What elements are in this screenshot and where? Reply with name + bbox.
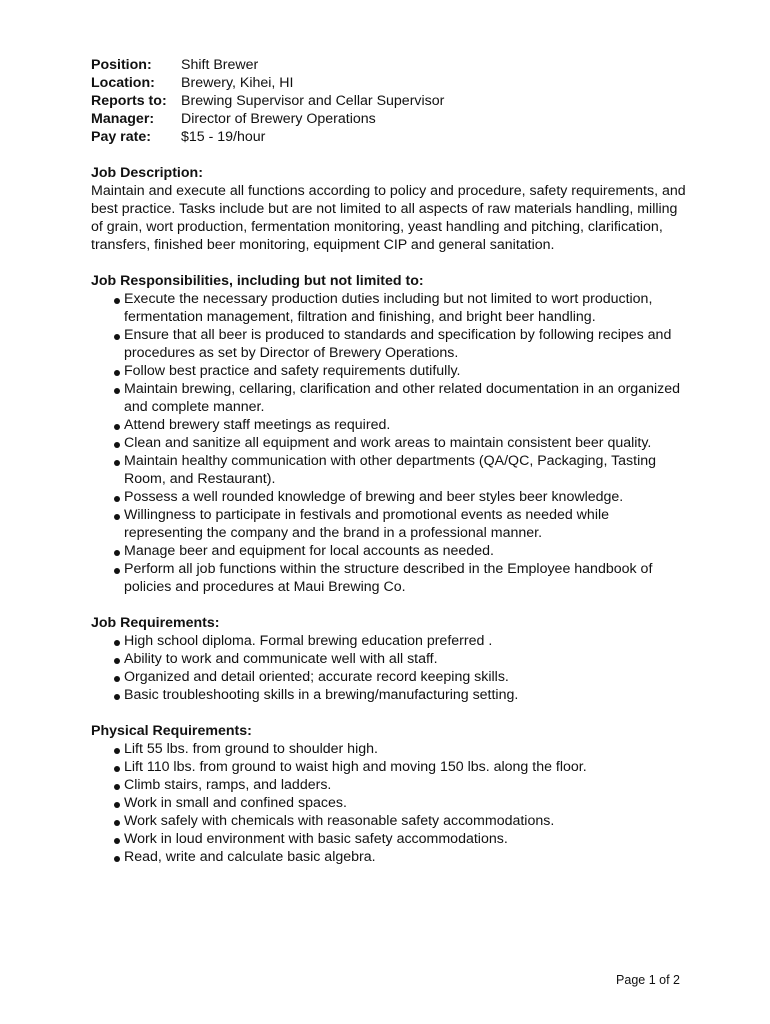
- bullet-icon: [114, 298, 120, 304]
- bullet-icon: [114, 424, 120, 430]
- job-description-heading: Job Description:: [91, 165, 203, 181]
- list-item-text: High school diploma. Formal brewing education preferred .: [124, 633, 493, 649]
- list-item-text: Lift 110 lbs. from ground to waist high and moving 150 lbs. along the floor.: [124, 759, 587, 775]
- list-item-text: Maintain healthy communication with other departments (QA/QC, Packaging, Tasting Room, and Restaurant).: [124, 453, 657, 487]
- list-item: [124, 668, 691, 686]
- list-item: [124, 290, 691, 326]
- list-item-text: Basic troubleshooting skills in a brewing/manufacturing setting.: [124, 687, 519, 703]
- info-value: Brewery, Kihei, HI: [181, 75, 294, 91]
- list-item: [124, 794, 691, 812]
- list-item-text: Possess a well rounded knowledge of brewing and beer styles beer knowledge.: [124, 489, 624, 505]
- physical-requirements-list: [91, 740, 691, 866]
- list-item: [124, 380, 691, 416]
- list-item-text: Lift 55 lbs. from ground to shoulder high.: [124, 741, 378, 757]
- info-row: [91, 74, 444, 92]
- list-item-text: Organized and detail oriented; accurate record keeping skills.: [124, 669, 509, 685]
- bullet-icon: [114, 370, 120, 376]
- bullet-icon: [114, 784, 120, 790]
- info-row: [91, 92, 444, 110]
- list-item-text: Climb stairs, ramps, and ladders.: [124, 777, 332, 793]
- list-item-text: Follow best practice and safety requirements dutifully.: [124, 363, 461, 379]
- list-item-text: Attend brewery staff meetings as required.: [124, 417, 391, 433]
- list-item-text: Ensure that all beer is produced to standards and specification by following recipes and procedures as set by Director of Brewery Operations.: [124, 327, 672, 361]
- responsibilities-section: [91, 272, 691, 596]
- bullet-icon: [114, 748, 120, 754]
- list-item-text: Work in small and confined spaces.: [124, 795, 347, 811]
- list-item-text: Ability to work and communicate well with all staff.: [124, 651, 438, 667]
- list-item: [124, 848, 691, 866]
- bullet-icon: [114, 388, 120, 394]
- bullet-icon: [114, 802, 120, 808]
- info-value: Brewing Supervisor and Cellar Supervisor: [181, 93, 445, 109]
- info-row: [91, 110, 444, 128]
- bullet-icon: [114, 550, 120, 556]
- list-item: [124, 632, 691, 650]
- list-item: [124, 416, 691, 434]
- list-item: [124, 560, 691, 596]
- info-value: Shift Brewer: [181, 57, 259, 73]
- physical-requirements-section: [91, 722, 691, 866]
- list-item: [124, 434, 691, 452]
- list-item: [124, 362, 691, 380]
- physical-requirements-heading: Physical Requirements:: [91, 723, 252, 739]
- info-label: Manager:: [91, 111, 155, 127]
- list-item-text: Maintain brewing, cellaring, clarification and other related documentation in an organized and complete manner.: [124, 381, 681, 415]
- document-page: [91, 56, 691, 866]
- requirements-section: [91, 614, 691, 704]
- bullet-icon: [114, 460, 120, 466]
- responsibilities-heading: Job Responsibilities, including but not limited to:: [91, 273, 424, 289]
- list-item-text: Manage beer and equipment for local accounts as needed.: [124, 543, 494, 559]
- list-item: [124, 542, 691, 560]
- requirements-list: [91, 632, 691, 704]
- list-item: [124, 740, 691, 758]
- list-item-text: Read, write and calculate basic algebra.: [124, 849, 376, 865]
- list-item-text: Work in loud environment with basic safety accommodations.: [124, 831, 508, 847]
- list-item: [124, 758, 691, 776]
- list-item: [124, 488, 691, 506]
- list-item: [124, 812, 691, 830]
- info-row: [91, 128, 444, 146]
- bullet-icon: [114, 856, 120, 862]
- bullet-icon: [114, 658, 120, 664]
- list-item-text: Perform all job functions within the structure described in the Employee handbook of policies and procedures at Maui Brewing Co.: [124, 561, 653, 595]
- job-info-table: [91, 56, 444, 146]
- bullet-icon: [114, 838, 120, 844]
- list-item-text: Willingness to participate in festivals and promotional events as needed while representing the company and the brand in a professional manner.: [124, 507, 610, 541]
- list-item-text: Clean and sanitize all equipment and work areas to maintain consistent beer quality.: [124, 435, 652, 451]
- list-item: [124, 830, 691, 848]
- info-label: Reports to:: [91, 93, 167, 109]
- list-item-text: Execute the necessary production duties including but not limited to wort production, fermentation management, filtration and finishing, and bright beer handling.: [124, 291, 653, 325]
- info-label: Location:: [91, 75, 155, 91]
- bullet-icon: [114, 496, 120, 502]
- bullet-icon: [114, 334, 120, 340]
- requirements-heading: Job Requirements:: [91, 615, 220, 631]
- responsibilities-list: [91, 290, 691, 596]
- list-item: [124, 776, 691, 794]
- bullet-icon: [114, 766, 120, 772]
- list-item: [124, 506, 691, 542]
- bullet-icon: [114, 694, 120, 700]
- info-value: Director of Brewery Operations: [181, 111, 376, 127]
- info-label: Pay rate:: [91, 129, 151, 145]
- bullet-icon: [114, 568, 120, 574]
- info-value: $15 - 19/hour: [181, 129, 266, 145]
- job-description-text: Maintain and execute all functions according to policy and procedure, safety requirements, and best practice. Tasks include but are not limited to all aspects of raw materials handling, milling of grain, wort production, fermentation monitoring, yeast handling and pitching, clarification, transfers, finished beer monitoring, equipment CIP and general sanitation.: [91, 183, 686, 253]
- list-item: [124, 650, 691, 668]
- page-number: Page 1 of 2: [616, 973, 680, 987]
- job-info-rows: [91, 56, 444, 146]
- bullet-icon: [114, 442, 120, 448]
- list-item: [124, 452, 691, 488]
- list-item: [124, 326, 691, 362]
- job-description-section: [91, 164, 691, 254]
- info-row: [91, 56, 444, 74]
- list-item-text: Work safely with chemicals with reasonable safety accommodations.: [124, 813, 555, 829]
- bullet-icon: [114, 514, 120, 520]
- info-label: Position:: [91, 57, 152, 73]
- bullet-icon: [114, 676, 120, 682]
- list-item: [124, 686, 691, 704]
- bullet-icon: [114, 820, 120, 826]
- bullet-icon: [114, 640, 120, 646]
